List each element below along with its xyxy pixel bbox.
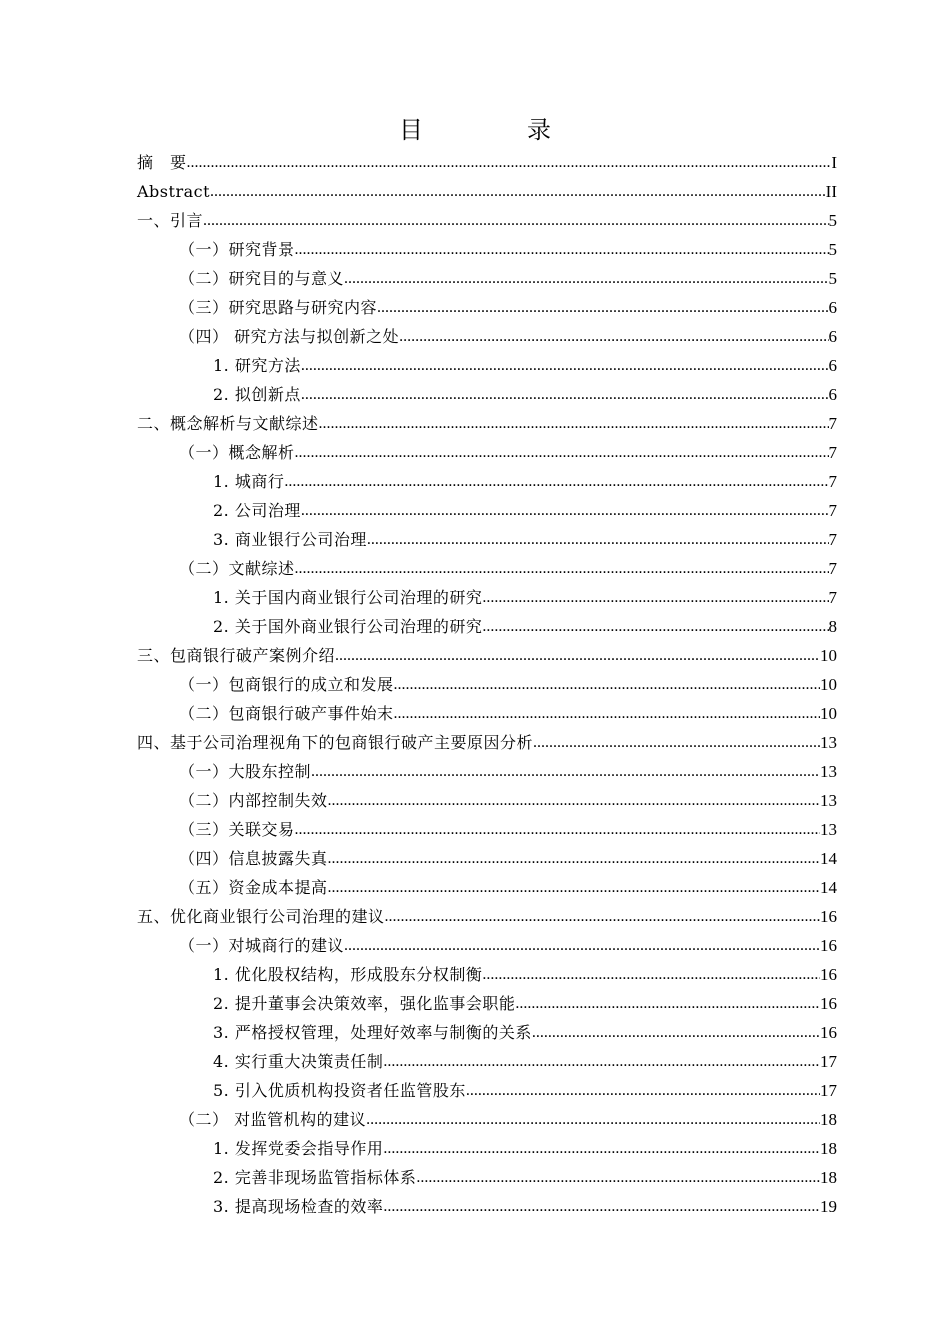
toc-entry[interactable] bbox=[137, 815, 837, 844]
toc-leader-dots bbox=[383, 1134, 820, 1163]
toc-entry-label: （一）研究背景 bbox=[179, 240, 295, 259]
toc-entry-page-number: 5 bbox=[828, 240, 837, 259]
toc-entry-page-number: 13 bbox=[820, 820, 837, 839]
toc-leader-dots bbox=[466, 1076, 820, 1105]
toc-entry-label: 2. 拟创新点 bbox=[213, 385, 301, 404]
toc-leader-dots bbox=[383, 1192, 820, 1221]
toc-leader-dots bbox=[203, 206, 828, 235]
toc-entry-page-number: 7 bbox=[828, 501, 837, 520]
toc-entry-page-number: 7 bbox=[828, 559, 837, 578]
toc-entry-label: 摘 要 bbox=[137, 153, 187, 172]
toc-leader-dots bbox=[532, 1018, 820, 1047]
toc-entry-page-number: 7 bbox=[828, 414, 837, 433]
toc-entry-page-number: 17 bbox=[820, 1081, 837, 1100]
toc-entry-label: 一、引言 bbox=[137, 211, 204, 230]
toc-entry[interactable] bbox=[137, 1076, 837, 1105]
toc-entry[interactable] bbox=[137, 177, 837, 206]
toc-entry-page-number: 5 bbox=[828, 211, 837, 230]
toc-entry-label: 2. 公司治理 bbox=[213, 501, 301, 520]
toc-entry[interactable] bbox=[137, 206, 837, 235]
toc-entry-label: （四）信息披露失真 bbox=[179, 849, 328, 868]
toc-leader-dots bbox=[301, 351, 829, 380]
toc-list bbox=[137, 148, 837, 1221]
toc-entry-label: （一）概念解析 bbox=[179, 443, 295, 462]
toc-entry-label: （二）文献综述 bbox=[179, 559, 295, 578]
toc-entry-page-number: 7 bbox=[828, 443, 837, 462]
toc-entry-page-number: 13 bbox=[820, 791, 837, 810]
toc-entry-label: 5. 引入优质机构投资者任监管股东 bbox=[213, 1081, 466, 1100]
toc-entry-page-number: 18 bbox=[820, 1110, 837, 1129]
toc-entry-label: 五、优化商业银行公司治理的建议 bbox=[137, 907, 385, 926]
toc-title: 目 录 bbox=[399, 116, 591, 144]
toc-entry-page-number: 8 bbox=[828, 617, 837, 636]
toc-entry[interactable] bbox=[137, 670, 837, 699]
toc-leader-dots bbox=[335, 641, 820, 670]
toc-entry[interactable] bbox=[137, 1163, 837, 1192]
toc-entry[interactable] bbox=[137, 902, 837, 931]
toc-entry-page-number: 13 bbox=[820, 733, 837, 752]
toc-entry-page-number: 17 bbox=[820, 1052, 837, 1071]
toc-entry-label: 1. 发挥党委会指导作用 bbox=[213, 1139, 384, 1158]
toc-entry-page-number: 5 bbox=[828, 269, 837, 288]
toc-leader-dots bbox=[284, 467, 828, 496]
toc-entry-label: 二、概念解析与文献综述 bbox=[137, 414, 319, 433]
toc-entry-page-number: 19 bbox=[820, 1197, 837, 1216]
toc-entry[interactable] bbox=[137, 583, 837, 612]
toc-entry-label: （二）包商银行破产事件始末 bbox=[179, 704, 394, 723]
toc-entry-page-number: 6 bbox=[828, 327, 837, 346]
toc-entry-label: 四、基于公司治理视角下的包商银行破产主要原因分析 bbox=[137, 733, 534, 752]
toc-entry-label: （五）资金成本提高 bbox=[179, 878, 328, 897]
toc-leader-dots bbox=[533, 728, 820, 757]
toc-entry-page-number: 18 bbox=[820, 1168, 837, 1187]
toc-leader-dots bbox=[328, 844, 820, 873]
toc-leader-dots bbox=[399, 322, 828, 351]
toc-leader-dots bbox=[482, 583, 828, 612]
toc-leader-dots bbox=[311, 757, 820, 786]
toc-entry[interactable] bbox=[137, 554, 837, 583]
toc-entry-page-number: I bbox=[831, 153, 837, 172]
toc-entry[interactable] bbox=[137, 264, 837, 293]
toc-entry-page-number: 16 bbox=[820, 994, 837, 1013]
toc-entry-page-number: 16 bbox=[820, 907, 837, 926]
toc-entry-label: Abstract bbox=[137, 182, 211, 201]
toc-entry[interactable] bbox=[137, 148, 837, 177]
toc-leader-dots bbox=[328, 873, 820, 902]
toc-entry-label: 1. 关于国内商业银行公司治理的研究 bbox=[213, 588, 483, 607]
toc-entry[interactable] bbox=[137, 844, 837, 873]
toc-entry[interactable] bbox=[137, 1192, 837, 1221]
toc-leader-dots bbox=[344, 264, 828, 293]
toc-entry[interactable] bbox=[137, 612, 837, 641]
toc-entry-label: 4. 实行重大决策责任制 bbox=[213, 1052, 384, 1071]
toc-entry-page-number: 16 bbox=[820, 936, 837, 955]
toc-entry-label: （四） 研究方法与拟创新之处 bbox=[179, 327, 400, 346]
toc-leader-dots bbox=[367, 525, 829, 554]
toc-entry[interactable] bbox=[137, 322, 837, 351]
toc-leader-dots bbox=[394, 670, 820, 699]
toc-leader-dots bbox=[328, 786, 820, 815]
toc-leader-dots bbox=[366, 1105, 820, 1134]
toc-entry[interactable] bbox=[137, 496, 837, 525]
toc-entry[interactable] bbox=[137, 409, 837, 438]
toc-entry[interactable] bbox=[137, 873, 837, 902]
toc-leader-dots bbox=[319, 409, 829, 438]
toc-entry-page-number: 7 bbox=[828, 472, 837, 491]
toc-leader-dots bbox=[385, 902, 820, 931]
toc-leader-dots bbox=[187, 148, 832, 177]
toc-leader-dots bbox=[301, 496, 829, 525]
toc-entry[interactable] bbox=[137, 438, 837, 467]
toc-entry-page-number: 7 bbox=[828, 588, 837, 607]
toc-leader-dots bbox=[394, 699, 820, 728]
toc-entry-page-number: 7 bbox=[828, 530, 837, 549]
toc-entry-label: 2. 提升董事会决策效率，强化监事会职能 bbox=[213, 994, 516, 1013]
toc-entry[interactable] bbox=[137, 641, 837, 670]
toc-entry-page-number: 18 bbox=[820, 1139, 837, 1158]
toc-leader-dots bbox=[210, 177, 826, 206]
toc-entry[interactable] bbox=[137, 757, 837, 786]
toc-entry[interactable] bbox=[137, 1047, 837, 1076]
toc-leader-dots bbox=[482, 612, 828, 641]
toc-entry-page-number: 13 bbox=[820, 762, 837, 781]
toc-entry[interactable] bbox=[137, 960, 837, 989]
toc-leader-dots bbox=[515, 989, 820, 1018]
toc-entry-page-number: 10 bbox=[820, 675, 837, 694]
toc-leader-dots bbox=[295, 554, 829, 583]
toc-entry[interactable] bbox=[137, 293, 837, 322]
toc-entry-page-number: 6 bbox=[828, 356, 837, 375]
toc-entry-page-number: 10 bbox=[820, 646, 837, 665]
toc-leader-dots bbox=[482, 960, 820, 989]
toc-entry-page-number: 14 bbox=[820, 878, 837, 897]
toc-entry-label: （二）研究目的与意义 bbox=[179, 269, 345, 288]
toc-leader-dots bbox=[295, 438, 829, 467]
toc-entry-label: （三）关联交易 bbox=[179, 820, 295, 839]
toc-entry[interactable] bbox=[137, 235, 837, 264]
toc-entry-label: （一）包商银行的成立和发展 bbox=[179, 675, 394, 694]
toc-entry[interactable] bbox=[137, 989, 837, 1018]
toc-entry-label: （三）研究思路与研究内容 bbox=[179, 298, 378, 317]
toc-entry[interactable] bbox=[137, 380, 837, 409]
toc-entry-label: 2. 关于国外商业银行公司治理的研究 bbox=[213, 617, 483, 636]
toc-entry-page-number: 6 bbox=[828, 385, 837, 404]
toc-entry-label: （一）大股东控制 bbox=[179, 762, 312, 781]
toc-entry-label: 2. 完善非现场监管指标体系 bbox=[213, 1168, 417, 1187]
toc-entry[interactable] bbox=[137, 786, 837, 815]
toc-entry-label: 1. 城商行 bbox=[213, 472, 285, 491]
toc-entry-label: 1. 优化股权结构，形成股东分权制衡 bbox=[213, 965, 483, 984]
toc-leader-dots bbox=[344, 931, 820, 960]
toc-entry-page-number: 14 bbox=[820, 849, 837, 868]
toc-entry[interactable] bbox=[137, 1105, 837, 1134]
toc-entry-label: 3. 严格授权管理，处理好效率与制衡的关系 bbox=[213, 1023, 532, 1042]
toc-entry[interactable] bbox=[137, 351, 837, 380]
toc-leader-dots bbox=[295, 235, 829, 264]
toc-entry-label: （二）内部控制失效 bbox=[179, 791, 328, 810]
toc-entry[interactable] bbox=[137, 728, 837, 757]
toc-entry[interactable] bbox=[137, 467, 837, 496]
toc-entry-page-number: 16 bbox=[820, 965, 837, 984]
toc-entry-page-number: II bbox=[825, 182, 837, 201]
toc-entry-label: 三、包商银行破产案例介绍 bbox=[137, 646, 336, 665]
toc-entry-label: （二） 对监管机构的建议 bbox=[179, 1110, 367, 1129]
toc-entry[interactable] bbox=[137, 699, 837, 728]
toc-entry-label: 3. 提高现场检查的效率 bbox=[213, 1197, 384, 1216]
toc-leader-dots bbox=[301, 380, 829, 409]
toc-entry-label: 1. 研究方法 bbox=[213, 356, 301, 375]
toc-entry-label: （一）对城商行的建议 bbox=[179, 936, 345, 955]
toc-leader-dots bbox=[416, 1163, 820, 1192]
toc-entry-page-number: 10 bbox=[820, 704, 837, 723]
toc-leader-dots bbox=[383, 1047, 820, 1076]
toc-entry-page-number: 6 bbox=[828, 298, 837, 317]
toc-entry-label: 3. 商业银行公司治理 bbox=[213, 530, 367, 549]
toc-entry[interactable] bbox=[137, 931, 837, 960]
toc-entry[interactable] bbox=[137, 1134, 837, 1163]
toc-leader-dots bbox=[295, 815, 820, 844]
toc-leader-dots bbox=[377, 293, 828, 322]
toc-entry-page-number: 16 bbox=[820, 1023, 837, 1042]
toc-entry[interactable] bbox=[137, 1018, 837, 1047]
toc-entry[interactable] bbox=[137, 525, 837, 554]
